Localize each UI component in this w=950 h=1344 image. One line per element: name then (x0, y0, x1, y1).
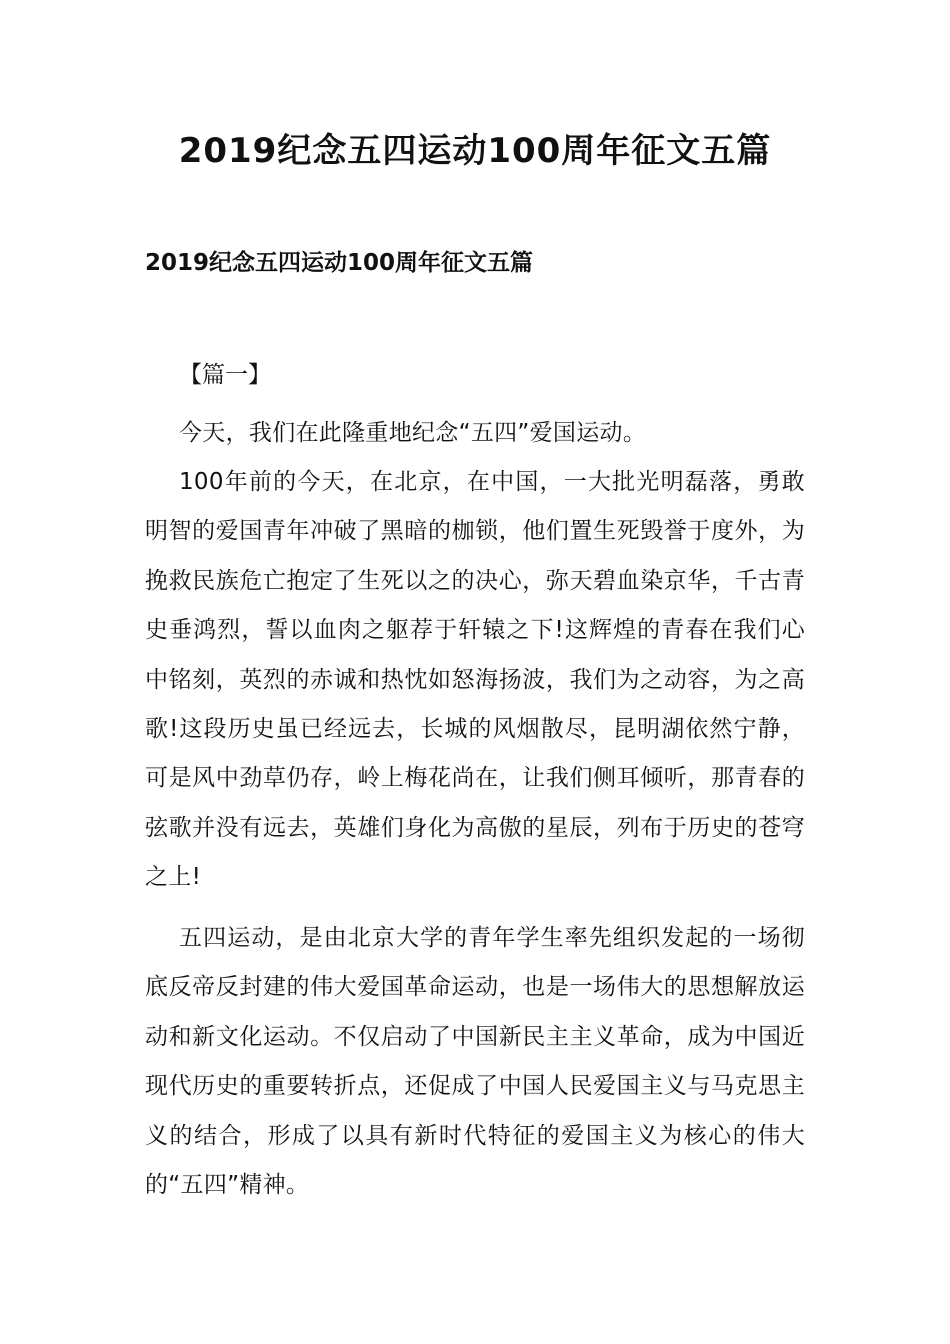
body-paragraph: 100年前的今天，在北京，在中国，一大批光明磊落，勇敢明智的爱国青年冲破了黑暗的枷锁，他们置生死毁誉于度外，为挽救民族危亡抱定了生死以之的决心，弥天碧血染京华，千古青史垂鸿烈，誓以血肉之躯荐于轩辕之下!这辉煌的青春在我们心中铭刻，英烈的赤诚和热忱如怒海扬波，我们为之动容，为之高歌!这段历史虽已经远去，长城的风烟散尽，昆明湖依然宁静，可是风中劲草仍存，岭上梅花尚在，让我们侧耳倾听，那青春的弦歌并没有远去，英雄们身化为高傲的星辰，列布于历史的苍穹之上! (145, 469, 805, 891)
document-subtitle: 2019纪念五四运动100周年征文五篇 (145, 250, 534, 276)
body-paragraph: 五四运动，是由北京大学的青年学生率先组织发起的一场彻底反帝反封建的伟大爱国革命运动，也是一场伟大的思想解放运动和新文化运动。不仅启动了中国新民主主义革命，成为中国近现代历史的重要转折点，还促成了中国人民爱国主义与马克思主义的结合，形成了以具有新时代特征的爱国主义为核心的伟大的“五四”精神。 (145, 925, 805, 1199)
section-label: 【篇一】 (179, 362, 271, 388)
body-paragraph: 今天，我们在此隆重地纪念“五四”爱国运动。 (179, 420, 647, 446)
document-title: 2019纪念五四运动100周年征文五篇 (178, 131, 772, 171)
